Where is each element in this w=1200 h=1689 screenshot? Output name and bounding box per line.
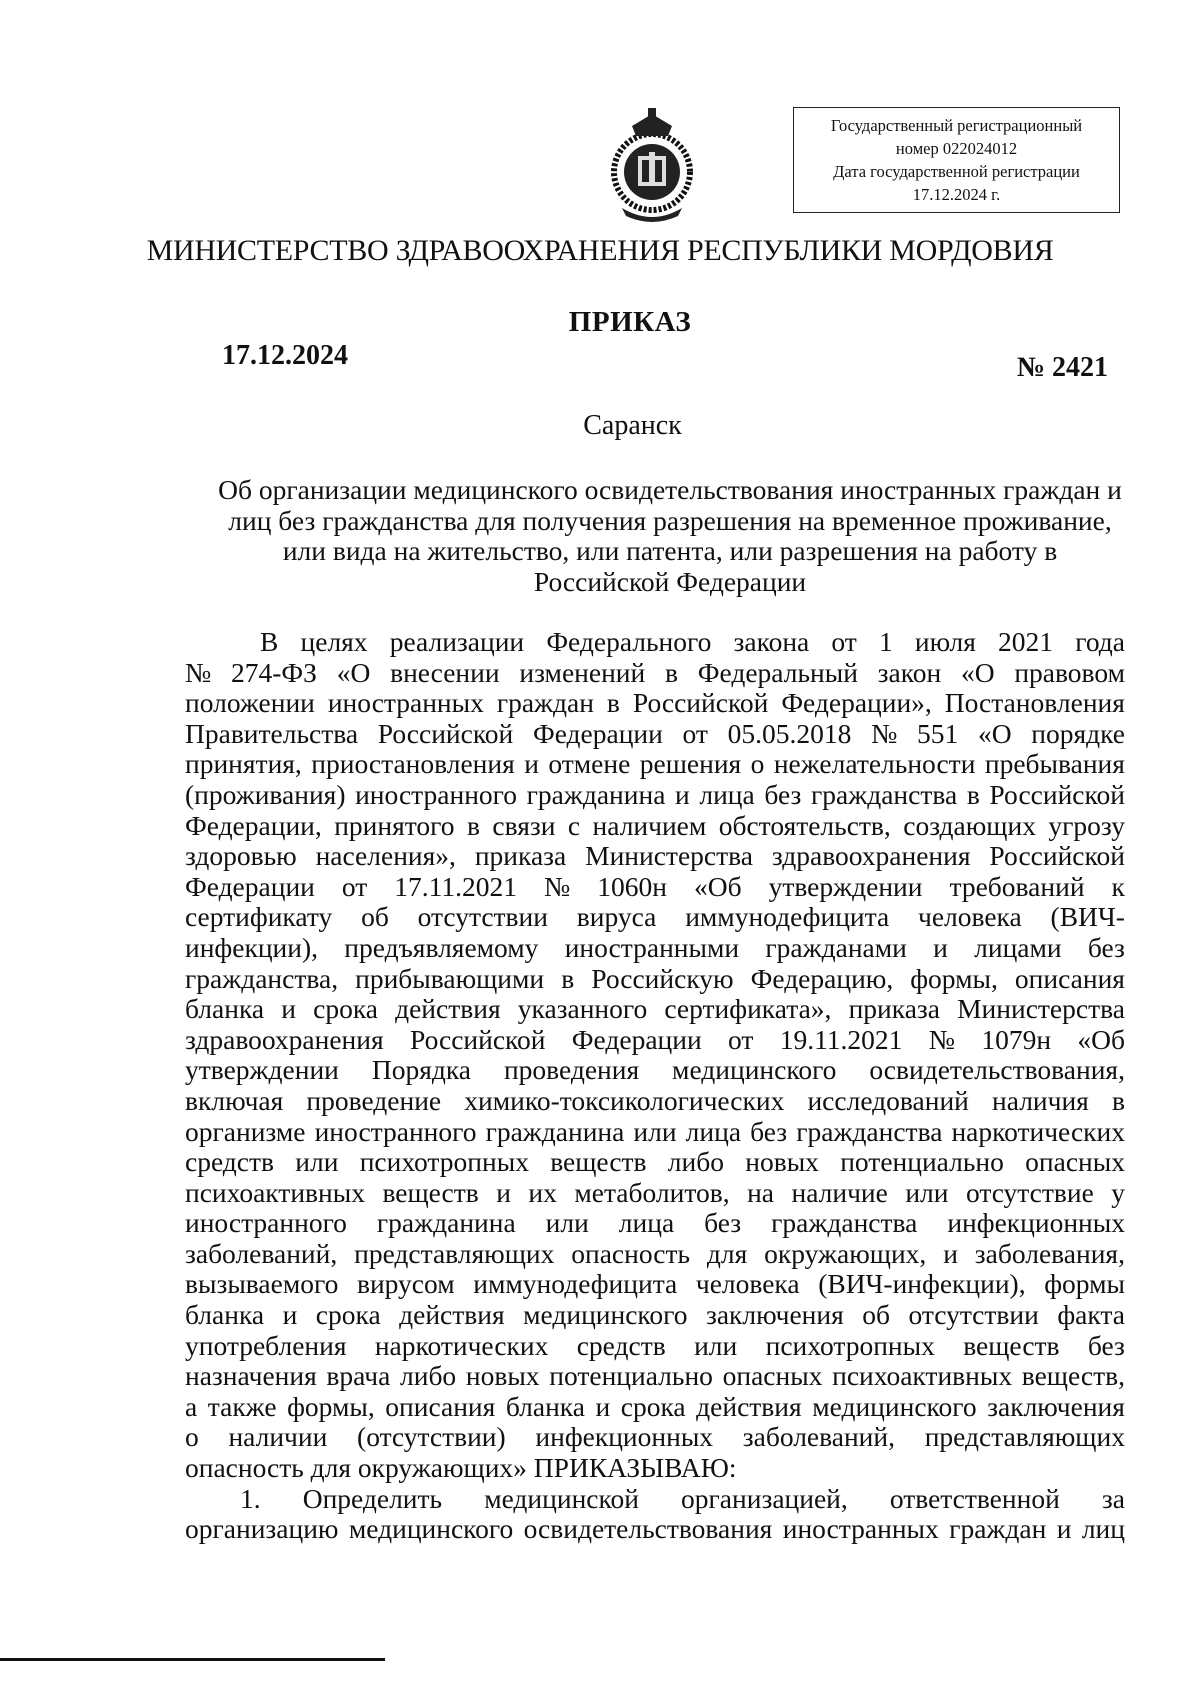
body-word: гражданства (811, 778, 958, 810)
body-line (185, 749, 1125, 780)
body-word: ответственной (889, 1482, 1060, 1514)
body-word: лица (685, 1115, 742, 1147)
body-word: вирусом (356, 1268, 455, 1300)
body-word: медицинского (812, 1390, 977, 1422)
body-word: потенциально (840, 1146, 1004, 1178)
body-word: а (185, 1390, 198, 1422)
body-word: решения (639, 748, 742, 780)
body-word: Российской (989, 778, 1125, 810)
body-word: закон (877, 656, 942, 688)
body-word: 2021 (998, 626, 1054, 657)
body-line (185, 1484, 1125, 1515)
body-line (185, 964, 1125, 995)
body-word: «О (336, 656, 371, 688)
registration-date: 17.12.2024 г. (912, 185, 1001, 204)
body-word: вызываемого (185, 1268, 339, 1300)
body-word: Министерства (585, 840, 753, 872)
body-word: организацией, (681, 1482, 848, 1514)
body-line (185, 1331, 1125, 1362)
body-word: без (704, 1207, 742, 1239)
body-word: гражданина (526, 778, 666, 810)
body-word: срока (313, 993, 378, 1025)
body-word: здравоохранения (185, 1023, 384, 1055)
body-line (185, 1208, 1125, 1239)
body-word: в (561, 962, 575, 994)
body-word: и (943, 1237, 958, 1269)
body-word: инфекции), (185, 931, 319, 963)
body-word: «О (977, 717, 1012, 749)
body-word: Правительства (185, 717, 359, 749)
body-word: употребления (185, 1329, 347, 1361)
registration-line: Государственный регистрационный (830, 116, 1083, 135)
order-number: № 2421 (1016, 352, 1108, 383)
body-word: предъявляемому (344, 931, 539, 963)
body-word: бланка (185, 993, 265, 1025)
body-word: проведения (503, 1054, 640, 1086)
body-word: отмене (548, 748, 631, 780)
body-word: лиц (1081, 1513, 1125, 1545)
body-word: утверждении (185, 1054, 339, 1086)
body-word: новых (745, 1146, 819, 1178)
body-word: проведение (306, 1084, 442, 1116)
body-word: Федерации (532, 717, 663, 749)
body-word: В (260, 626, 279, 657)
body-word: у (1111, 1176, 1125, 1208)
body-word: Определить (302, 1482, 443, 1514)
body-word: населения», (315, 840, 456, 872)
body-word: в (665, 656, 678, 688)
body-word: иностранного (185, 1207, 347, 1239)
body-word: окружающих, (764, 1237, 927, 1269)
body-word: без (764, 778, 802, 810)
body-word: исследований (807, 1084, 969, 1116)
body-word: о (750, 748, 765, 780)
body-line (185, 1086, 1125, 1117)
body-word: потенциально (549, 1360, 713, 1392)
body-line (185, 688, 1125, 719)
body-word: медицинского (348, 1513, 514, 1545)
body-line (185, 1239, 1125, 1270)
body-word: внесении (390, 656, 500, 688)
body-word: 05.05.2018 (727, 717, 852, 749)
body-word: сертификата», (664, 993, 832, 1025)
body-word: гражданами (765, 931, 907, 963)
body-word: врача (326, 1360, 391, 1392)
body-word: организацию (185, 1513, 339, 1545)
body-word: здоровью (185, 840, 297, 872)
body-word: приказа (848, 993, 940, 1025)
body-word: бланка (185, 1299, 265, 1331)
body-word: освидетельствования, (869, 1054, 1125, 1086)
registration-stamp (793, 107, 1120, 213)
body-word: психоактивных (185, 1176, 365, 1208)
body-word: от (727, 1023, 754, 1055)
body-word: сертификату (185, 901, 333, 933)
body-word: средств (576, 1329, 666, 1361)
body-word: связи (492, 809, 556, 841)
order-title: ПРИКАЗ (568, 306, 692, 338)
body-word: в (1111, 1084, 1125, 1116)
body-word: без (1087, 931, 1125, 963)
registration-line: Дата государственной регистрации (833, 162, 1080, 181)
subject-line: лиц без гражданства для получения разрешения на временное проживание, (228, 504, 1112, 536)
body-word: описания (385, 1390, 496, 1422)
body-word: факта (1057, 1299, 1125, 1331)
body-word: опасных (722, 1360, 823, 1392)
body-word: порядке (1031, 717, 1125, 749)
body-word: 17.11.2021 (394, 870, 518, 902)
body-word: или (905, 1176, 949, 1208)
body-word: пребывания (984, 748, 1125, 780)
body-word: психотропных (765, 1329, 935, 1361)
body-word: требований (949, 870, 1085, 902)
body-word: от (341, 870, 368, 902)
body-word: № (544, 870, 571, 902)
body-word: к (1111, 870, 1125, 902)
body-word: наличие (791, 1176, 888, 1208)
body-word: Федерального (546, 626, 712, 657)
body-word: на (747, 1176, 775, 1208)
body-word: (ВИЧ-инфекции), (818, 1268, 1026, 1300)
body-word: принятия, (185, 748, 302, 780)
body-word: гражданина (376, 1207, 516, 1239)
body-word: «Об (693, 870, 742, 902)
body-word: или (545, 1207, 589, 1239)
body-word: их (528, 1176, 557, 1208)
body-word: Постановления (944, 687, 1125, 719)
body-word: иностранных (782, 1513, 939, 1545)
body-word: опасных (1025, 1146, 1125, 1178)
body-word: реализации (389, 626, 525, 657)
body-word: формы, (910, 962, 998, 994)
body-word: № (185, 656, 212, 688)
body-word: Федерации, (185, 809, 322, 841)
body-word: либо (667, 1146, 724, 1178)
body-word: метаболитов, (574, 1176, 730, 1208)
body-word: освидетельствования (523, 1513, 773, 1545)
body-word: (ВИЧ- (1050, 901, 1125, 933)
body-word: психоактивных (832, 1360, 1013, 1392)
body-word: или (694, 1329, 738, 1361)
body-word: формы, (287, 1390, 375, 1422)
body-word: представляющих (354, 1237, 555, 1269)
body-line (185, 994, 1125, 1025)
body-word: «О (960, 656, 995, 688)
body-word: организме (185, 1115, 306, 1147)
body-word: назначения (185, 1360, 317, 1392)
body-word: № (928, 1023, 955, 1055)
body-word: веществ (963, 1329, 1060, 1361)
body-word: и (282, 1299, 298, 1331)
body-word: лицами (974, 931, 1062, 963)
body-word: (отсутствии) (357, 1421, 506, 1453)
body-word: Федерации», (781, 687, 932, 719)
body-word: заключения (705, 1299, 844, 1331)
body-word: веществ (382, 1176, 479, 1208)
body-word: лица (618, 1207, 675, 1239)
body-line (185, 1453, 1125, 1484)
body-word: гражданства (771, 1207, 918, 1239)
body-word: угрозу (1048, 809, 1125, 841)
body-line (185, 811, 1125, 842)
body-word: инфекционных (535, 1421, 714, 1453)
body-line (185, 1422, 1125, 1453)
body-word: и (675, 778, 690, 810)
order-subject (200, 475, 1140, 597)
body-word: действия (399, 1299, 505, 1331)
body-word: опасность для окружающих» ПРИКАЗЫВАЮ: (185, 1452, 737, 1484)
body-word: или (295, 1146, 339, 1178)
body-word: (проживания) (185, 778, 346, 810)
body-word: Федеральный (697, 656, 858, 688)
body-word: принятого (334, 809, 455, 841)
body-word: Федерации (185, 870, 315, 902)
body-word: средств (185, 1146, 274, 1178)
body-word: действия (395, 993, 501, 1025)
body-word: от (831, 626, 857, 657)
body-word: человека (918, 901, 1022, 933)
body-word: инфекционных (947, 1207, 1125, 1239)
body-word: иностранного (314, 1115, 477, 1147)
body-word: в (966, 778, 980, 810)
body-word: 1079н (981, 1023, 1052, 1055)
body-word: граждан (949, 1513, 1047, 1545)
body-word: иммунодефицита (473, 1268, 678, 1300)
body-word: заболевания, (974, 1237, 1125, 1269)
body-word: обстоятельств, (718, 809, 891, 841)
body-word: без (750, 1115, 788, 1147)
body-word: и (524, 748, 539, 780)
body-word: прибывающими (355, 962, 545, 994)
body-word: гражданства (796, 1115, 943, 1147)
body-word: лица (699, 778, 755, 810)
body-word: целях (300, 626, 368, 657)
body-word: наркотических (374, 1329, 549, 1361)
body-line (185, 933, 1125, 964)
body-word: «Об (1077, 1023, 1125, 1055)
body-line (185, 872, 1125, 903)
body-word: 551 (917, 717, 959, 749)
body-word: в (606, 687, 620, 719)
body-word: включая (185, 1084, 284, 1116)
body-word: и (496, 1176, 511, 1208)
body-word: представляющих (924, 1421, 1125, 1453)
body-word: создающих (903, 809, 1036, 841)
body-word: заболеваний, (185, 1237, 338, 1269)
body-line (185, 1300, 1125, 1331)
body-line (185, 1361, 1125, 1392)
subject-line: Об организации медицинского освидетельствования иностранных граждан и (218, 474, 1122, 505)
body-word: и (595, 1390, 611, 1422)
body-word: Российской (989, 840, 1125, 872)
body-word: изменений (519, 656, 646, 688)
body-word: 274-ФЗ (231, 656, 317, 688)
body-word: новых (465, 1360, 540, 1392)
body-word: граждан (496, 687, 594, 719)
body-word: отсутствии (417, 901, 548, 933)
body-line (185, 627, 1125, 658)
ministry-name: МИНИСТЕРСТВО ЗДРАВООХРАНЕНИЯ РЕСПУБЛИКИ МОРДОВИЯ (146, 234, 1054, 267)
body-line (185, 1514, 1125, 1545)
body-word: года (1075, 626, 1125, 657)
body-word: гражданина (485, 1115, 625, 1147)
body-word: правовом (1014, 656, 1125, 688)
body-word: Российской (632, 687, 769, 719)
body-word: приказа (474, 840, 567, 872)
body-word: Министерства (957, 993, 1125, 1025)
body-line (185, 658, 1125, 689)
body-line (185, 841, 1125, 872)
body-line (185, 1147, 1125, 1178)
body-word: 1 (879, 626, 893, 657)
body-line (185, 1392, 1125, 1423)
body-line (185, 719, 1125, 750)
body-line (185, 780, 1125, 811)
body-word: опасность (571, 1237, 691, 1269)
order-date: 17.12.2024 (222, 340, 348, 371)
body-line (185, 1055, 1125, 1086)
subject-line: Российской Федерации (533, 565, 807, 597)
body-word: закона (733, 626, 810, 657)
body-line (185, 1025, 1125, 1056)
body-word: срока (620, 1390, 686, 1422)
body-word: Порядка (371, 1054, 471, 1086)
body-word: наличием (592, 809, 707, 841)
body-word: за (1101, 1482, 1125, 1514)
body-word: человека (695, 1268, 800, 1300)
body-word: от (682, 717, 708, 749)
body-word: утверждении (768, 870, 923, 902)
body-word: 19.11.2021 (779, 1023, 903, 1055)
body-line (185, 1117, 1125, 1148)
body-word: и (1056, 1513, 1072, 1545)
body-word: Российской (377, 717, 514, 749)
body-word: заключения (987, 1390, 1125, 1422)
body-word: для (706, 1237, 748, 1269)
body-word: иностранными (564, 931, 740, 963)
body-word: Федерации (571, 1023, 702, 1055)
body-word: о (185, 1421, 199, 1453)
body-word: психотропных (359, 1146, 529, 1178)
registration-number: номер 022024012 (895, 139, 1018, 158)
body-word: отсутствие (965, 1176, 1094, 1208)
body-word: и (933, 931, 948, 963)
body-word: нежелательности (773, 748, 976, 780)
body-word: указанного (517, 993, 648, 1025)
body-word: также (207, 1390, 277, 1422)
body-word: Российской (409, 1023, 546, 1055)
body-word: химико-токсикологических (464, 1084, 785, 1116)
footnote-divider (0, 1658, 385, 1661)
body-word: и (281, 993, 296, 1025)
body-word: иностранных (327, 687, 484, 719)
body-line (185, 902, 1125, 933)
body-word: медицинского (672, 1054, 837, 1086)
order-body (185, 627, 1125, 1545)
body-word: медицинской (484, 1482, 639, 1514)
body-word: наркотических (951, 1115, 1125, 1147)
body-word: без (1087, 1329, 1125, 1361)
body-word: Российскую (591, 962, 734, 994)
body-word: наличия (992, 1084, 1089, 1116)
body-word: заболеваний, (742, 1421, 895, 1453)
body-word: положении (185, 687, 315, 719)
body-word: веществ (550, 1146, 647, 1178)
body-word: № (871, 717, 898, 749)
body-word: формы (1044, 1268, 1125, 1300)
body-word: 1. (240, 1482, 261, 1514)
body-word: здравоохранения (771, 840, 971, 872)
body-word: иностранного (355, 778, 518, 810)
body-word: иммунодефицита (685, 901, 890, 933)
body-word: 1060н (597, 870, 667, 902)
body-word: бланка (505, 1390, 585, 1422)
city: Саранск (583, 410, 682, 441)
body-word: действия (696, 1390, 802, 1422)
body-word: июля (914, 626, 976, 657)
body-word: Федерацию, (750, 962, 894, 994)
body-word: отсутствии (908, 1299, 1039, 1331)
body-word: об (361, 901, 389, 933)
body-word: гражданства, (185, 962, 339, 994)
coat-of-arms-emblem (602, 108, 702, 226)
body-word: описания (1014, 962, 1125, 994)
body-word: срока (315, 1299, 381, 1331)
body-word: с (567, 809, 581, 841)
body-word: либо (400, 1360, 457, 1392)
subject-line: или вида на жительство, или патента, или разрешения на работу в (282, 535, 1058, 566)
body-word: веществ, (1021, 1360, 1125, 1392)
body-line (185, 1269, 1125, 1300)
body-word: об (862, 1299, 890, 1331)
body-word: или (633, 1115, 677, 1147)
body-line (185, 1178, 1125, 1209)
body-word: медицинского (523, 1299, 688, 1331)
body-word: в (466, 809, 480, 841)
body-word: вируса (576, 901, 657, 933)
body-word: наличии (228, 1421, 328, 1453)
body-word: приостановления (311, 748, 515, 780)
